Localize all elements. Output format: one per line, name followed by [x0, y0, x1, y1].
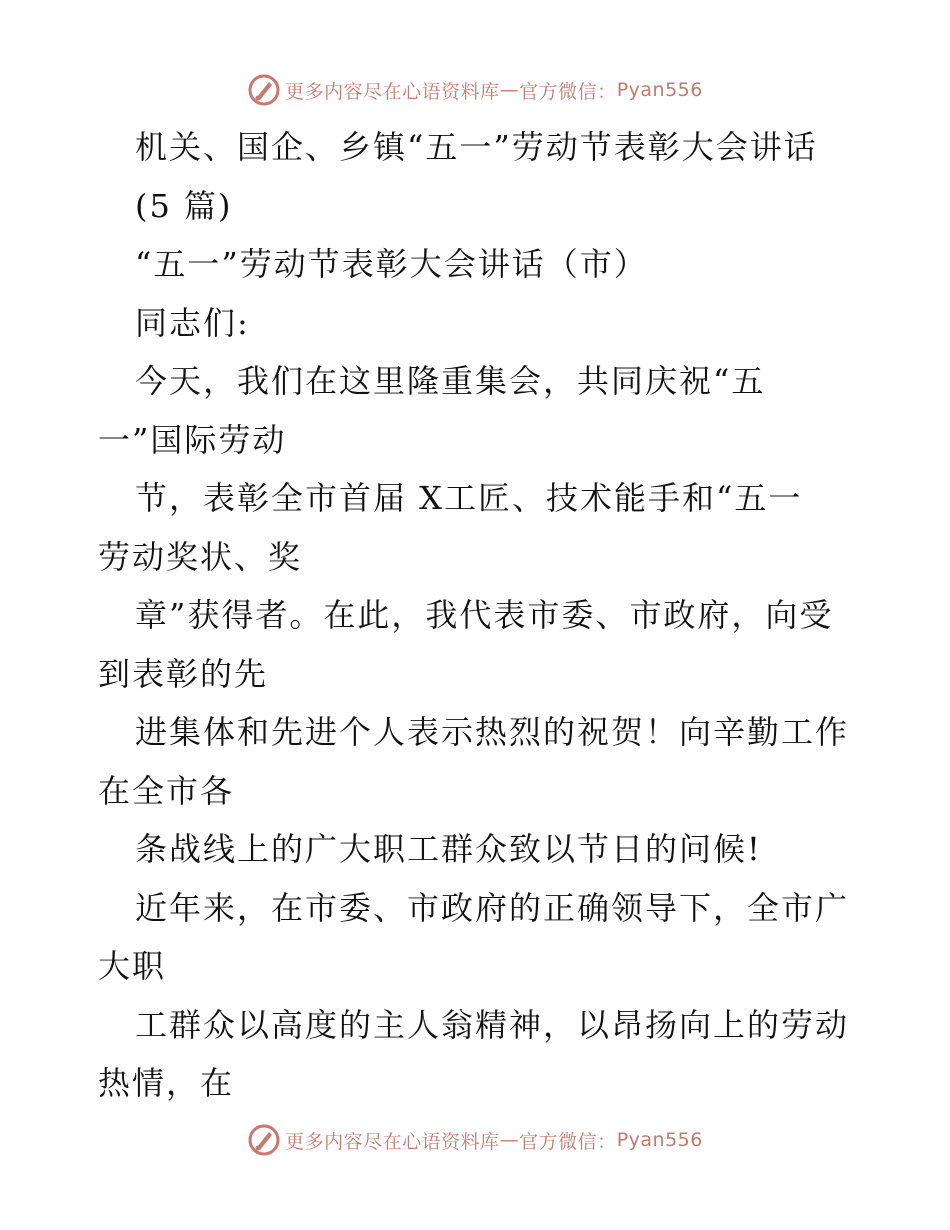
body-line: 热情，在 [98, 1064, 235, 1102]
banner-dash: — [499, 1129, 520, 1151]
body-line: 进集体和先进个人表示热烈的祝贺！向辛勤工作 [135, 713, 850, 751]
banner-main-text: 更多内容尽在心语资料库 [285, 1130, 500, 1153]
section-heading: “五一”劳动节表彰大会讲话（市） [135, 245, 648, 283]
salutation: 同志们: [135, 303, 250, 342]
banner-wechat-label: 官方微信： [519, 1130, 617, 1153]
banner-wechat-id: Pyan556 [616, 79, 703, 101]
body-line: 工群众以高度的主人翁精神，以昂扬向上的劳动 [135, 1005, 850, 1044]
body-line: 到表彰的先 [98, 654, 269, 693]
body-line: 今天，我们在这里隆重集会，共同庆祝“五 [135, 362, 766, 400]
body-line: 一”国际劳动 [98, 420, 287, 459]
document-title: 机关、国企、乡镇“五一”劳动节表彰大会讲话 [135, 128, 818, 166]
body-line: 近年来，在市委、市政府的正确领导下，全市广 [135, 888, 850, 927]
banner-wechat-id: Pyan556 [616, 1129, 703, 1151]
body-line: 章”获得者。在此，我代表市委、市政府，向受 [135, 596, 834, 634]
body-line: 劳动奖状、奖 [98, 537, 303, 576]
watermark-banner-top [0, 70, 950, 110]
body-line: 节，表彰全市首届 X工匠、技术能手和“五一 [135, 479, 803, 517]
document-body [98, 118, 858, 1113]
banner-dash: — [499, 79, 520, 101]
banner-main-text: 更多内容尽在心语资料库 [285, 80, 500, 103]
pen-seal-icon [247, 1123, 281, 1157]
body-line: 在全市各 [98, 771, 235, 810]
body-line: 条战线上的广大职工群众致以节日的问候! [135, 830, 762, 868]
banner-wechat-label: 官方微信： [519, 80, 617, 103]
pen-seal-icon [247, 73, 281, 107]
body-line: 大职 [98, 947, 167, 985]
watermark-banner-bottom [0, 1120, 950, 1160]
document-title-count: (5 篇) [135, 186, 233, 225]
